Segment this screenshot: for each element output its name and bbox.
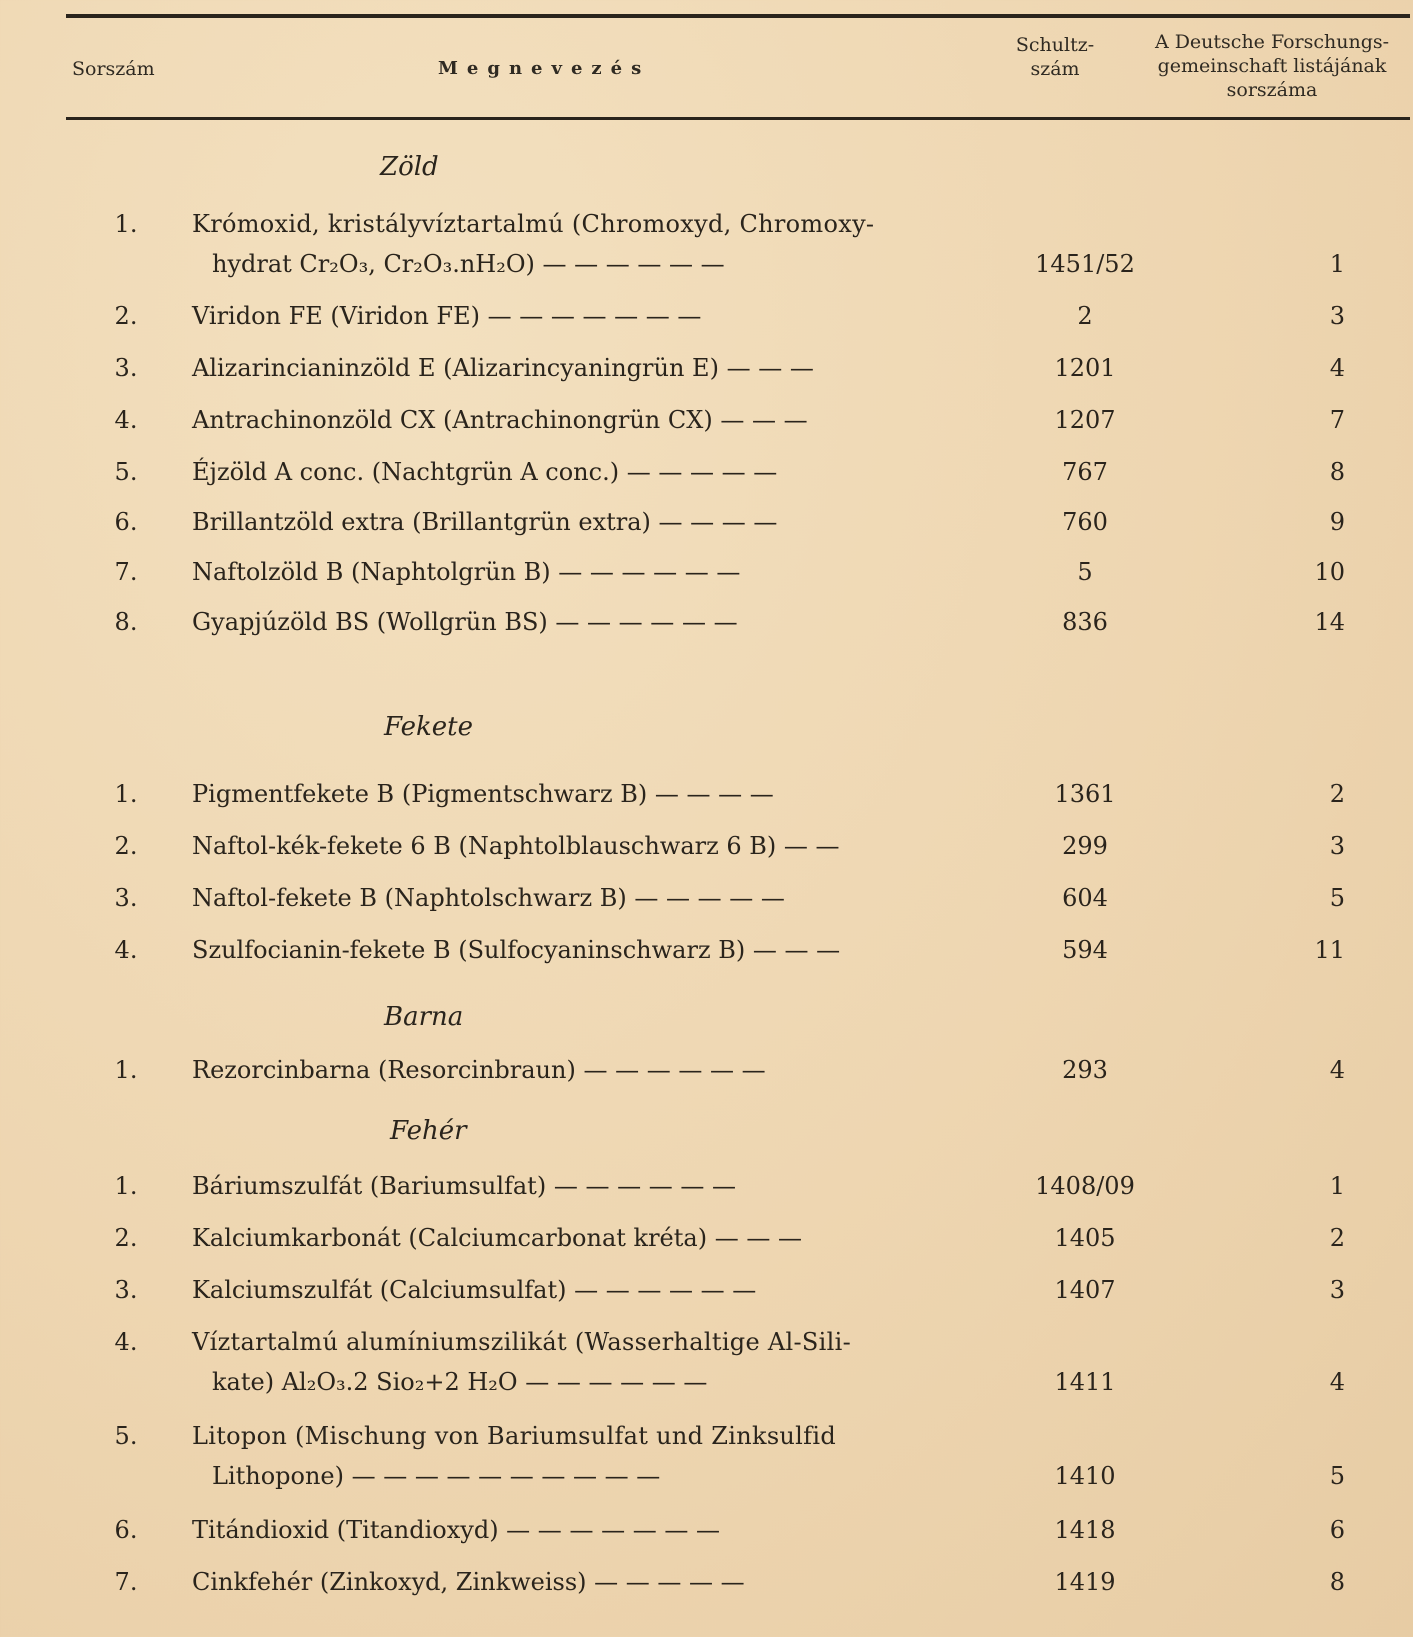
- row-name-line: Krómoxid, kristályvíztartalmú (Chromoxyd, Chromoxy-: [192, 210, 875, 238]
- row-number: 1.: [114, 780, 138, 808]
- row-name-line: Víztartalmú alumíniumszilikát (Wasserhaltige Al-Sili-: [192, 1328, 852, 1356]
- row-dfg: 1: [1329, 250, 1345, 278]
- column-header-schultz: [995, 33, 1115, 81]
- row-name: [192, 348, 932, 388]
- row-name-line: Kalciumkarbonát (Calciumcarbonat kréta) — — —: [192, 1224, 802, 1252]
- row-schultz: 604: [1062, 884, 1108, 912]
- row-number: 6.: [114, 508, 138, 536]
- row-schultz: 1408/09: [1035, 1172, 1135, 1200]
- row-name: [192, 1166, 932, 1206]
- row-name: [192, 1050, 932, 1090]
- row-dfg: 8: [1329, 1568, 1345, 1596]
- row-number: 2.: [114, 832, 138, 860]
- row-dfg: 1: [1329, 1172, 1345, 1200]
- row-dfg: 8: [1329, 458, 1345, 486]
- row-number: 8.: [114, 608, 138, 636]
- row-name: [192, 452, 932, 492]
- row-number: 4.: [114, 1328, 138, 1356]
- row-number: 1.: [114, 210, 138, 238]
- row-schultz: 5: [1077, 558, 1093, 586]
- row-dfg: 2: [1329, 780, 1345, 808]
- row-name-line: Litopon (Mischung von Bariumsulfat und Zinksulfid: [192, 1422, 836, 1450]
- row-dfg: 4: [1329, 1056, 1345, 1084]
- row-schultz: 299: [1062, 832, 1108, 860]
- row-dfg: 5: [1329, 1462, 1345, 1490]
- row-name-line: Alizarincianinzöld E (Alizarincyaningrün E) — — —: [192, 354, 814, 382]
- section-title-feher: Fehér: [390, 1116, 467, 1146]
- row-dfg: 14: [1314, 608, 1345, 636]
- dfg-header-line: A Deutsche Forschungs-: [1154, 31, 1390, 53]
- header-bottom-rule: [66, 117, 1410, 120]
- row-number: 1.: [114, 1056, 138, 1084]
- row-name-line: Rezorcinbarna (Resorcinbraun) — — — — — —: [192, 1056, 766, 1084]
- row-schultz: 594: [1062, 936, 1108, 964]
- row-schultz: 1201: [1054, 354, 1116, 382]
- row-number: 4.: [114, 936, 138, 964]
- row-number: 3.: [114, 354, 138, 382]
- row-name-line: Kalciumszulfát (Calciumsulfat) — — — — — —: [192, 1276, 757, 1304]
- row-dfg: 7: [1329, 406, 1345, 434]
- row-name: [192, 204, 932, 284]
- column-header-dfg: [1130, 30, 1413, 102]
- row-schultz: 1451/52: [1035, 250, 1135, 278]
- row-name-line: Éjzöld A conc. (Nachtgrün A conc.) — — — — —: [192, 458, 778, 486]
- row-dfg: 6: [1329, 1516, 1345, 1544]
- section-title-fekete: Fekete: [384, 712, 473, 742]
- section-title-zold: Zöld: [380, 152, 439, 182]
- row-number: 3.: [114, 884, 138, 912]
- row-dfg: 3: [1329, 1276, 1345, 1304]
- row-number: 2.: [114, 302, 138, 330]
- row-dfg: 3: [1329, 832, 1345, 860]
- column-header-sorszam: Sorszám: [72, 58, 155, 80]
- row-name: [192, 878, 932, 918]
- row-schultz: 1418: [1054, 1516, 1116, 1544]
- row-name-line: Viridon FE (Viridon FE) — — — — — — —: [192, 302, 702, 330]
- row-name: [192, 930, 932, 970]
- top-rule: [66, 14, 1410, 18]
- row-dfg: 4: [1329, 354, 1345, 382]
- row-schultz: 1411: [1054, 1368, 1116, 1396]
- row-schultz: 1410: [1054, 1462, 1116, 1490]
- schultz-header-line: szám: [1030, 58, 1080, 80]
- row-name-line: Pigmentfekete B (Pigmentschwarz B) — — — —: [192, 780, 774, 808]
- row-schultz: 1419: [1054, 1568, 1116, 1596]
- row-dfg: 5: [1329, 884, 1345, 912]
- row-name: [192, 774, 932, 814]
- row-dfg: 4: [1329, 1368, 1345, 1396]
- row-name-line: Brillantzöld extra (Brillantgrün extra) — — — —: [192, 508, 778, 536]
- row-name: [192, 826, 932, 866]
- dfg-header-line: sorszáma: [1226, 79, 1318, 101]
- row-schultz: 1361: [1054, 780, 1116, 808]
- row-number: 5.: [114, 1422, 138, 1450]
- row-schultz: 1405: [1054, 1224, 1116, 1252]
- row-schultz: 1407: [1054, 1276, 1116, 1304]
- row-name: [192, 1322, 932, 1402]
- row-name-line: kate) Al₂O₃.2 Sio₂+2 H₂O — — — — — —: [212, 1368, 708, 1396]
- row-schultz: 760: [1062, 508, 1108, 536]
- row-dfg: 9: [1329, 508, 1345, 536]
- row-name: [192, 1218, 932, 1258]
- row-name-line: Naftol-fekete B (Naphtolschwarz B) — — — — —: [192, 884, 785, 912]
- row-number: 7.: [114, 1568, 138, 1596]
- row-dfg: 11: [1314, 936, 1345, 964]
- row-name-line: Cinkfehér (Zinkoxyd, Zinkweiss) — — — — —: [192, 1568, 745, 1596]
- row-number: 1.: [114, 1172, 138, 1200]
- row-schultz: 2: [1077, 302, 1093, 330]
- row-name-line: Báriumszulfát (Bariumsulfat) — — — — — —: [192, 1172, 736, 1200]
- row-name: [192, 296, 932, 336]
- row-name-line: Naftol-kék-fekete 6 B (Naphtolblauschwarz 6 B) — —: [192, 832, 840, 860]
- schultz-header-line: Schultz-: [1015, 34, 1095, 56]
- row-schultz: 767: [1062, 458, 1108, 486]
- row-name-line: Titándioxid (Titandioxyd) — — — — — — —: [192, 1516, 720, 1544]
- row-name-line: Lithopone) — — — — — — — — — —: [212, 1462, 661, 1490]
- row-number: 5.: [114, 458, 138, 486]
- row-name: [192, 1510, 932, 1550]
- row-dfg: 3: [1329, 302, 1345, 330]
- row-number: 4.: [114, 406, 138, 434]
- row-name: [192, 502, 932, 542]
- row-name-line: Naftolzöld B (Naphtolgrün B) — — — — — —: [192, 558, 741, 586]
- row-dfg: 10: [1314, 558, 1345, 586]
- row-name-line: Gyapjúzöld BS (Wollgrün BS) — — — — — —: [192, 608, 738, 636]
- row-number: 6.: [114, 1516, 138, 1544]
- row-schultz: 1207: [1054, 406, 1116, 434]
- dfg-header-line: gemeinschaft listájának: [1157, 55, 1387, 77]
- row-schultz: 836: [1062, 608, 1108, 636]
- row-name: [192, 1270, 932, 1310]
- row-name: [192, 1562, 932, 1602]
- row-number: 7.: [114, 558, 138, 586]
- row-dfg: 2: [1329, 1224, 1345, 1252]
- column-header-megnevezes: Megnevezés: [438, 58, 651, 79]
- row-name: [192, 1416, 932, 1496]
- row-number: 2.: [114, 1224, 138, 1252]
- row-number: 3.: [114, 1276, 138, 1304]
- row-name: [192, 400, 932, 440]
- row-name: [192, 552, 932, 592]
- section-title-barna: Barna: [384, 1002, 464, 1032]
- row-name-line: Szulfocianin-fekete B (Sulfocyaninschwarz B) — — —: [192, 936, 841, 964]
- row-name-line: Antrachinonzöld CX (Antrachinongrün CX) — — —: [192, 406, 808, 434]
- row-name-line: hydrat Cr₂O₃, Cr₂O₃.nH₂O) — — — — — —: [212, 250, 725, 278]
- row-name: [192, 602, 932, 642]
- row-schultz: 293: [1062, 1056, 1108, 1084]
